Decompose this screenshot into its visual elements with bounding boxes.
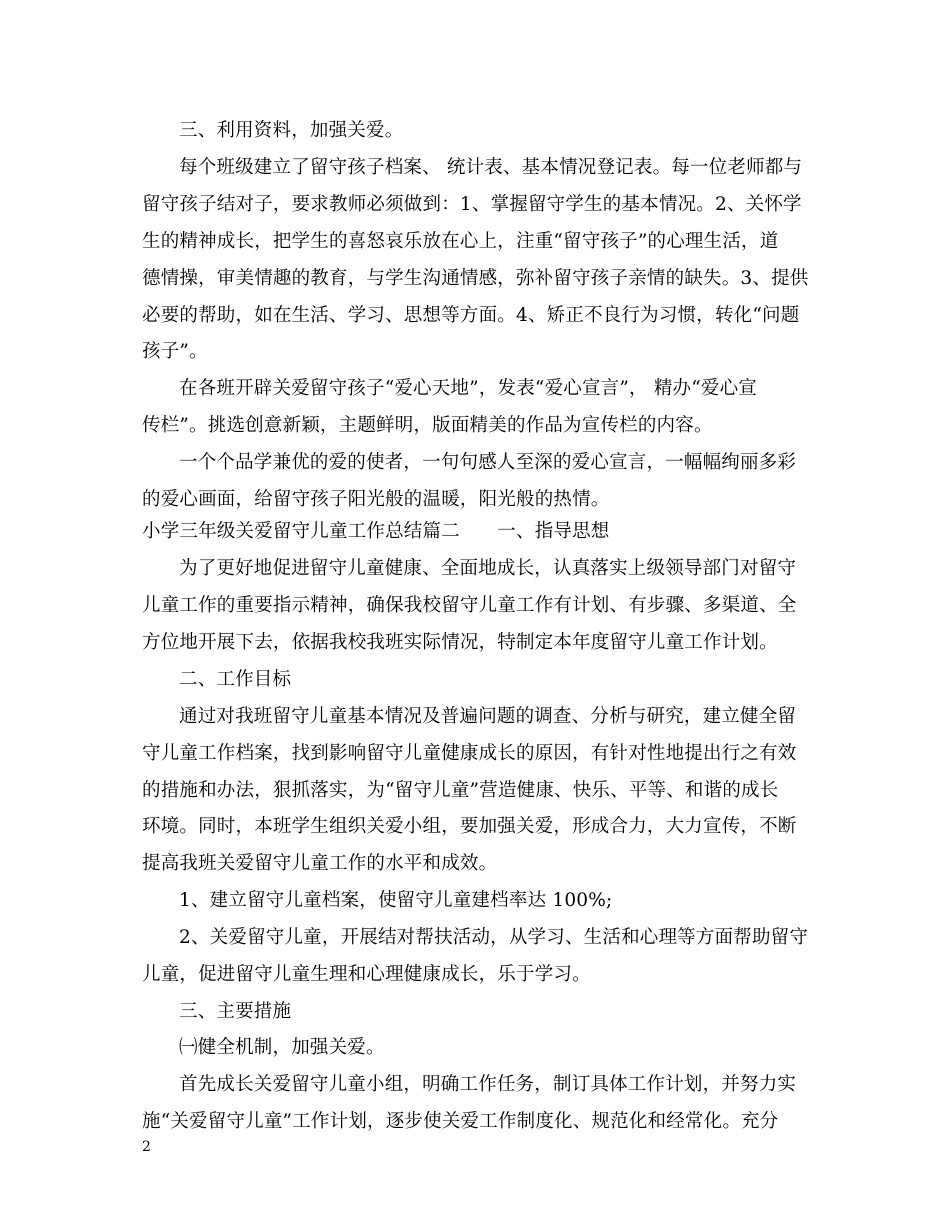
paragraph-line: 在各班开辟关爱留守孩子“爱心天地”，发表“爱心宣言”， 精办“爱心宣 — [179, 378, 757, 399]
paragraph-line: 的措施和办法，狠抓落实，为“留守儿童”营造健康、快乐、平等、和谐的成长 — [142, 780, 779, 801]
paragraph-line: 德情操，审美情趣的教育，与学生沟通情感，弥补留守孩子亲情的缺失。3、提供 — [142, 268, 809, 289]
article-title-line: 小学三年级关爱留守儿童工作总结篇二 一、指导思想 — [142, 521, 610, 542]
paragraph-line: 为了更好地促进留守儿童健康、全面地成长，认真落实上级领导部门对留守 — [179, 558, 797, 579]
paragraph-line: 环境。同时，本班学生组织关爱小组，要加强关爱，形成合力，大力宣传，不断 — [142, 816, 797, 837]
paragraph-line: 孩子”。 — [142, 341, 208, 362]
section-heading: 三、利用资料，加强关爱。 — [179, 120, 404, 141]
paragraph-line: 一个个品学兼优的爱的使者，一句句感人至深的爱心宣言，一幅幅绚丽多彩 — [179, 452, 797, 473]
paragraph-line: 生的精神成长，把学生的喜怒哀乐放在心上，注重“留守孩子”的心理生活，道 — [142, 231, 779, 252]
list-item: 1、建立留守儿童档案，使留守儿童建档率达 100%; — [179, 890, 613, 911]
section-heading: 二、工作目标 — [179, 669, 292, 690]
paragraph-line: 的爱心画面，给留守孩子阳光般的温暖，阳光般的热情。 — [142, 489, 610, 510]
subsection-heading: ㈠健全机制，加强关爱。 — [179, 1037, 385, 1058]
paragraph-line: 每个班级建立了留守孩子档案、 统计表、基本情况登记表。每一位老师都与 — [179, 157, 803, 178]
paragraph-line: 必要的帮助，如在生活、学习、思想等方面。4、矫正不良行为习惯，转化“问题 — [142, 305, 800, 326]
paragraph-line: 首先成长关爱留守儿童小组，明确工作任务，制订具体工作计划，并努力实 — [179, 1074, 797, 1095]
paragraph-line: 提高我班关爱留守儿童工作的水平和成效。 — [142, 853, 498, 874]
page-number: 2 — [142, 1139, 151, 1155]
section-heading: 三、主要措施 — [179, 1001, 292, 1022]
paragraph-line: 儿童工作的重要指示精神，确保我校留守儿童工作有计划、有步骤、多渠道、全 — [142, 595, 797, 616]
list-item: 2、关爱留守儿童，开展结对帮扶活动，从学习、生活和心理等方面帮助留守 — [179, 927, 809, 948]
paragraph-line: 守儿童工作档案，找到影响留守儿童健康成长的原因，有针对性地提出行之有效 — [142, 743, 797, 764]
paragraph-line: 留守孩子结对子，要求教师必须做到：1、掌握留守学生的基本情况。2、关怀学 — [142, 194, 802, 215]
paragraph-line: 传栏”。挑选创意新颖，主题鲜明，版面精美的作品为宣传栏的内容。 — [142, 415, 713, 436]
paragraph-line: 通过对我班留守儿童基本情况及普遍问题的调查、分析与研究，建立健全留 — [179, 706, 797, 727]
paragraph-line: 施“关爱留守儿童”工作计划，逐步使关爱工作制度化、规范化和经常化。充分 — [142, 1111, 779, 1132]
paragraph-line: 儿童，促进留守儿童生理和心理健康成长，乐于学习。 — [142, 964, 591, 985]
paragraph-line: 方位地开展下去，依据我校我班实际情况，特制定本年度留守儿童工作计划。 — [142, 632, 778, 653]
